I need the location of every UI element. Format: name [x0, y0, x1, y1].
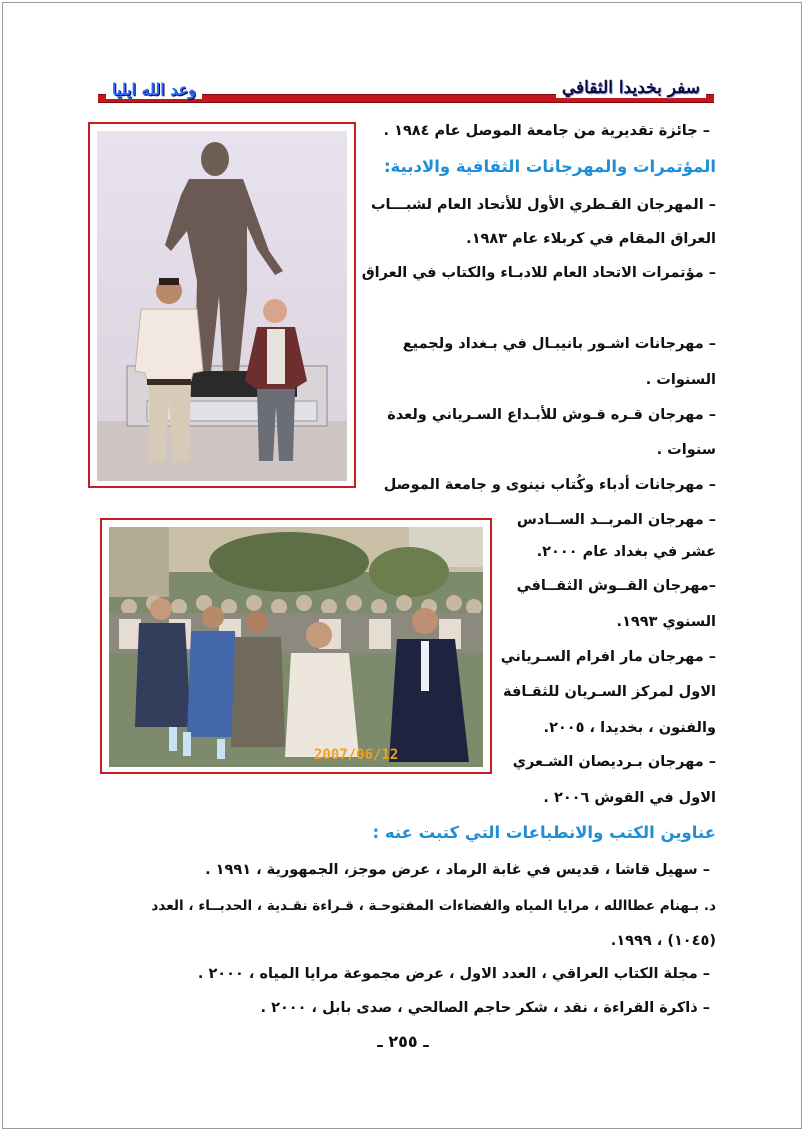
audience-photo — [100, 518, 492, 774]
conference-line: سنوات . — [656, 442, 716, 458]
conference-line: –مهرجان القــوش الثقــافي — [516, 578, 716, 594]
conference-line: الاول لمركز السـريان للثقـافة — [503, 684, 716, 700]
book-line: (١٠٤٥) ، ١٩٩٩. — [610, 933, 716, 949]
photo-date-stamp: 2007/06/12 — [314, 747, 399, 763]
statue-photo-image — [97, 131, 347, 481]
statue-photo — [88, 122, 356, 488]
book-title: سفر بخديدا الثقافي — [556, 78, 706, 98]
conference-line: العراق المقام في كربلاء عام ١٩٨٣. — [466, 231, 716, 247]
conference-line: – مهرجان مار افرام السـرياني — [500, 649, 716, 665]
books-heading: عناوين الكتب والانطباعات التي كتبت عنه : — [372, 823, 716, 842]
conference-line: – مؤتمرات الاتحاد العام للادبـاء والكتاب في العراق — [361, 265, 716, 281]
conference-line: والفنون ، بخديدا ، ٢٠٠٥. — [543, 720, 716, 736]
conference-line: – مهرجان قـره قـوش للأبـداع السـرياني ولعدة — [387, 407, 716, 423]
book-line: – ذاكرة القراءة ، نقد ، شكر حاجم الصالحي ، صدى بابل ، ٢٠٠٠ . — [260, 1000, 710, 1016]
book-line: – سهيل قاشا ، قديس في غابة الرماد ، عرض موجز، الجمهورية ، ١٩٩١ . — [205, 862, 710, 878]
conference-line: السنوي ١٩٩٣. — [616, 614, 716, 630]
award-line: – جائزة تقديرية من جامعة الموصل عام ١٩٨٤ . — [383, 123, 710, 139]
conference-line: – المهرجان القـطري الأول للأتحاد العام لشبـــاب — [370, 197, 716, 213]
book-line: د. بـهنام عطاالله ، مرايا المياه والفضاءات المفتوحـة ، قـراءة نقـدية ، الحدبــاء ، العدد — [151, 898, 716, 914]
audience-photo-image — [109, 527, 483, 767]
conference-line: – مهرجان بـرديصان الشـعري — [512, 754, 716, 770]
conference-line: الاول في القوش ٢٠٠٦ . — [543, 790, 716, 806]
conference-line: عشر في بغداد عام ٢٠٠٠. — [536, 544, 716, 560]
conferences-heading: المؤتمرات والمهرجانات الثقافية والادبية: — [383, 157, 716, 176]
conference-line: – مهرجانات اشـور بانيبـال في بـغداد ولجميع — [402, 336, 716, 352]
conference-line: – مهرجان المربــد الســادس — [516, 512, 716, 528]
author-name: وعد الله ايليا — [106, 80, 202, 99]
book-line: – مجلة الكتاب العراقي ، العدد الاول ، عرض مجموعة مرايا المياه ، ٢٠٠٠ . — [197, 966, 710, 982]
conference-line: – مهرجانات أدباء وكُتاب نينوى و جامعة الموصل — [383, 477, 716, 493]
conference-line: السنوات . — [645, 372, 716, 388]
page-number: ـ ٢٥٥ ـ — [377, 1032, 429, 1051]
